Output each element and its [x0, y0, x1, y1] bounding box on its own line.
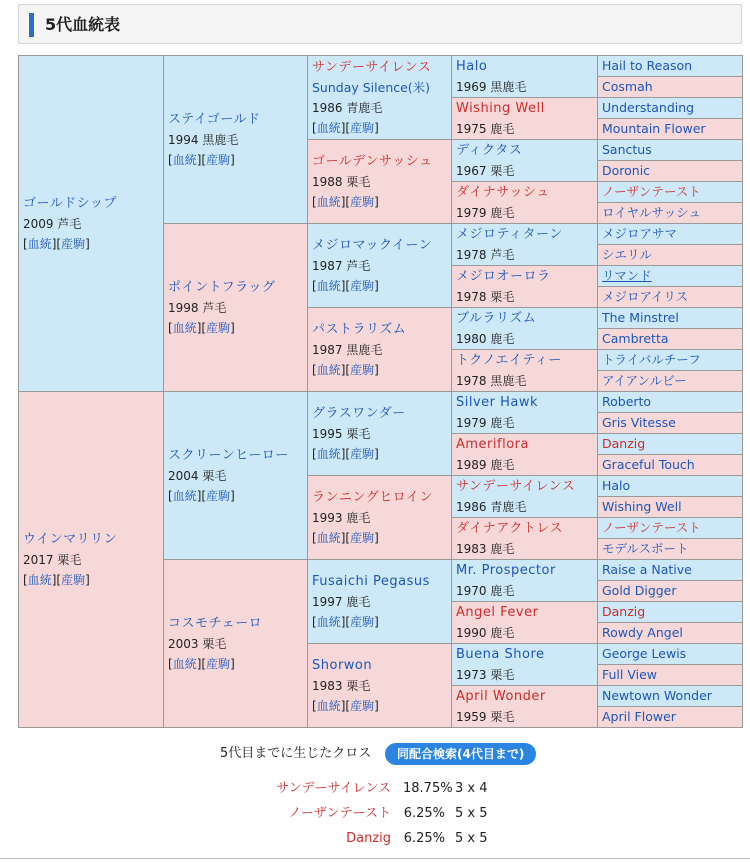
horse-name-english[interactable]: Sunday Silence(米)	[312, 80, 431, 95]
pedigree-link[interactable]: 血統	[316, 195, 341, 209]
horse-name-link[interactable]: ポイントフラッグ	[168, 280, 276, 295]
horse-name-link[interactable]: Wishing Well	[456, 100, 545, 116]
horse-info: 1978 栗毛	[456, 289, 515, 304]
g4-cell	[452, 602, 598, 644]
cross-generation: 5 x 5	[455, 806, 488, 821]
g5-cell	[598, 56, 743, 77]
bracket-close: ]	[374, 615, 379, 629]
g5-cell	[598, 266, 743, 287]
horse-name-link[interactable]: サンデーサイレンス	[456, 478, 576, 494]
horse-info: 1967 栗毛	[456, 163, 515, 178]
horse-links	[312, 444, 447, 464]
horse-name-link[interactable]: Ameriflora	[456, 436, 529, 452]
horse-info: 1970 鹿毛	[456, 583, 515, 598]
offspring-link[interactable]: 産駒	[350, 531, 375, 545]
section-title: 5代血統表	[45, 15, 121, 34]
offspring-link[interactable]: 産駒	[350, 447, 375, 461]
bracket-mid: ][	[340, 121, 351, 135]
bracket-mid: ][	[51, 237, 62, 251]
bracket-open: [	[312, 699, 317, 713]
horse-name-link[interactable]: Buena Shore	[456, 646, 545, 662]
horse-name-link[interactable]: ブルラリズム	[456, 310, 537, 326]
horse-name-link[interactable]: Newtown Wonder	[602, 688, 712, 703]
horse-info: 1979 鹿毛	[456, 415, 515, 430]
g5-cell	[598, 182, 743, 203]
bracket-close: ]	[230, 153, 235, 167]
g4-cell	[452, 224, 598, 266]
g5-cell	[598, 140, 743, 161]
g4-cell	[452, 434, 598, 476]
cross-horse-link[interactable]: Danzig	[346, 831, 391, 846]
g5-cell	[598, 392, 743, 413]
horse-name-link[interactable]: ロイヤルサッシュ	[602, 205, 702, 220]
bracket-open: [	[312, 447, 317, 461]
horse-info: 2003 栗毛	[168, 637, 227, 651]
horse-name-link[interactable]: Fusaichi Pegasus	[312, 574, 430, 589]
horse-name-link[interactable]: April Wonder	[456, 688, 546, 704]
g5-cell	[598, 644, 743, 665]
horse-name-link[interactable]: Angel Fever	[456, 604, 539, 620]
pedigree-link[interactable]: 血統	[172, 321, 197, 335]
horse-name-link[interactable]: ウインマリリン	[23, 532, 118, 547]
horse-name-link[interactable]: メジロオーロラ	[456, 268, 551, 284]
same-mating-search-button[interactable]: 同配合検索(4代目まで)	[385, 743, 536, 765]
g4-cell	[452, 350, 598, 392]
bracket-open: [	[168, 321, 173, 335]
horse-name-link[interactable]: Danzig	[602, 604, 646, 619]
horse-name-link[interactable]: The Minstrel	[602, 310, 679, 325]
horse-name-link[interactable]: Sanctus	[602, 142, 652, 157]
horse-links	[312, 118, 447, 138]
cross-generation: 3 x 4	[455, 781, 488, 796]
horse-name-link[interactable]: George Lewis	[602, 646, 687, 661]
horse-name-link[interactable]: Halo	[602, 478, 631, 493]
pedigree-link[interactable]: 血統	[172, 657, 197, 671]
bracket-open: [	[168, 657, 173, 671]
pedigree-table	[18, 55, 743, 728]
horse-info: 1987 芦毛	[312, 259, 371, 273]
horse-name-link[interactable]: ステイゴールド	[168, 112, 261, 127]
g5-cell	[598, 350, 743, 371]
bracket-open: [	[312, 531, 317, 545]
horse-links	[23, 234, 159, 254]
horse-name-link[interactable]: コスモチェーロ	[168, 616, 263, 631]
g4-cell	[452, 560, 598, 602]
bracket-close: ]	[230, 657, 235, 671]
cross-percent: 6.25%	[403, 806, 445, 821]
horse-info: 1959 栗毛	[456, 709, 515, 724]
dam-cell	[19, 392, 164, 728]
bracket-open: [	[168, 489, 173, 503]
horse-links	[312, 612, 447, 632]
g5-cell	[598, 308, 743, 329]
bracket-open: [	[168, 153, 173, 167]
bracket-open: [	[23, 237, 28, 251]
g4-cell	[452, 308, 598, 350]
pedigree-link[interactable]: 血統	[316, 363, 341, 377]
pedigree-link[interactable]: 血統	[316, 699, 341, 713]
offspring-link[interactable]: 産駒	[350, 121, 375, 135]
horse-links	[168, 486, 303, 506]
g3-cell	[308, 392, 452, 476]
bracket-close: ]	[230, 321, 235, 335]
horse-name-link[interactable]: Halo	[456, 58, 488, 74]
horse-name-link[interactable]: Hail to Reason	[602, 58, 693, 73]
offspring-link[interactable]: 産駒	[61, 573, 86, 587]
horse-name-link[interactable]: グラスワンダー	[312, 406, 406, 421]
bracket-close: ]	[374, 447, 379, 461]
bracket-mid: ][	[196, 489, 207, 503]
pedigree-link[interactable]: 血統	[172, 153, 197, 167]
horse-name-link[interactable]: Full View	[602, 667, 658, 682]
cross-row	[0, 779, 750, 799]
offspring-link[interactable]: 産駒	[206, 153, 231, 167]
horse-name-link[interactable]: Cosmah	[602, 79, 653, 94]
horse-links	[168, 654, 303, 674]
g2-cell	[164, 560, 308, 728]
pedigree-link[interactable]: 血統	[316, 121, 341, 135]
horse-info: 1993 鹿毛	[312, 511, 371, 525]
horse-name-link[interactable]: Shorwon	[312, 658, 373, 673]
g5-cell	[598, 455, 743, 476]
cross-row	[0, 804, 750, 824]
pedigree-link[interactable]: 血統	[316, 615, 341, 629]
pedigree-link[interactable]: 血統	[27, 573, 52, 587]
cross-horse-link[interactable]: サンデーサイレンス	[276, 781, 391, 796]
horse-name-link[interactable]: メジロアサマ	[602, 226, 678, 241]
g5-cell	[598, 329, 743, 350]
bracket-close: ]	[374, 363, 379, 377]
g5-cell	[598, 686, 743, 707]
horse-name-link[interactable]: ゴールデンサッシュ	[312, 154, 433, 169]
bracket-open: [	[23, 573, 28, 587]
horse-links	[168, 318, 303, 338]
g5-cell	[598, 77, 743, 98]
offspring-link[interactable]: 産駒	[350, 279, 375, 293]
horse-name-link[interactable]: メジロアイリス	[602, 289, 689, 304]
bracket-close: ]	[85, 237, 90, 251]
bracket-mid: ][	[340, 363, 351, 377]
bracket-mid: ][	[51, 573, 62, 587]
horse-name-link[interactable]: Gold Digger	[602, 583, 677, 598]
horse-name-link[interactable]: Rowdy Angel	[602, 625, 683, 640]
bracket-mid: ][	[340, 195, 351, 209]
bracket-close: ]	[374, 121, 379, 135]
g3-cell	[308, 476, 452, 560]
bracket-open: [	[312, 279, 317, 293]
g5-cell	[598, 98, 743, 119]
g3-cell	[308, 308, 452, 392]
g5-cell	[598, 203, 743, 224]
horse-links	[312, 192, 447, 212]
offspring-link[interactable]: 産駒	[350, 195, 375, 209]
horse-name-link[interactable]: Roberto	[602, 394, 652, 409]
horse-links	[312, 276, 447, 296]
offspring-link[interactable]: 産駒	[350, 615, 375, 629]
g5-cell	[598, 161, 743, 182]
pedigree-row	[19, 392, 743, 413]
bracket-close: ]	[230, 489, 235, 503]
horse-name-link[interactable]: リマンド	[602, 268, 652, 283]
pedigree-row	[19, 56, 743, 77]
horse-name-link[interactable]: April Flower	[602, 709, 676, 724]
horse-info: 1988 栗毛	[312, 175, 371, 189]
pedigree-link[interactable]: 血統	[316, 531, 341, 545]
horse-info: 1989 鹿毛	[456, 457, 515, 472]
horse-name-link[interactable]: Understanding	[602, 100, 695, 115]
g5-cell	[598, 224, 743, 245]
g4-cell	[452, 644, 598, 686]
offspring-link[interactable]: 産駒	[350, 363, 375, 377]
horse-name-link[interactable]: メジロティターン	[456, 226, 563, 242]
horse-name-link[interactable]: サンデーサイレンス	[312, 60, 432, 75]
g5-cell	[598, 602, 743, 623]
bracket-open: [	[312, 195, 317, 209]
g4-cell	[452, 518, 598, 560]
pedigree-link[interactable]: 血統	[172, 489, 197, 503]
g3-cell	[308, 560, 452, 644]
g5-cell	[598, 518, 743, 539]
bracket-close: ]	[85, 573, 90, 587]
horse-name-link[interactable]: ダイナサッシュ	[456, 184, 550, 200]
cross-generation: 5 x 5	[455, 831, 488, 846]
horse-name-link[interactable]: モデルスポート	[602, 541, 689, 556]
horse-name-link[interactable]: Cambretta	[602, 331, 669, 346]
bracket-mid: ][	[340, 615, 351, 629]
horse-links	[168, 150, 303, 170]
g3-cell	[308, 224, 452, 308]
horse-name-link[interactable]: Mr. Prospector	[456, 562, 556, 578]
g4-cell	[452, 56, 598, 98]
horse-name-link[interactable]: トクノエイティー	[456, 352, 562, 368]
horse-name-link[interactable]: トライバルチーフ	[602, 352, 701, 367]
header-accent-bar	[29, 13, 34, 37]
g5-cell	[598, 119, 743, 140]
g5-cell	[598, 623, 743, 644]
bracket-open: [	[312, 121, 317, 135]
horse-name-link[interactable]: ノーザンテースト	[602, 520, 701, 535]
cross-percent: 6.25%	[403, 831, 445, 846]
g5-cell	[598, 539, 743, 560]
horse-name-link[interactable]: パストラリズム	[312, 322, 407, 337]
horse-name-link[interactable]: ノーザンテースト	[602, 184, 701, 199]
cross-row	[0, 829, 750, 849]
horse-name-link[interactable]: アイアンルビー	[602, 373, 687, 388]
section-header	[18, 4, 742, 44]
horse-links	[312, 696, 447, 716]
horse-info: 1983 栗毛	[312, 679, 371, 693]
horse-info: 1986 青鹿毛	[456, 499, 527, 514]
offspring-link[interactable]: 産駒	[206, 657, 231, 671]
horse-links	[23, 570, 159, 590]
g5-cell	[598, 413, 743, 434]
offspring-link[interactable]: 産駒	[350, 699, 375, 713]
g5-cell	[598, 665, 743, 686]
horse-links	[312, 528, 447, 548]
bracket-mid: ][	[340, 447, 351, 461]
horse-name-link[interactable]: Gris Vitesse	[602, 415, 676, 430]
horse-name-link[interactable]: メジロマックイーン	[312, 238, 433, 253]
sire-cell	[19, 56, 164, 392]
g4-cell	[452, 476, 598, 518]
bracket-mid: ][	[340, 279, 351, 293]
cross-percent: 18.75%	[403, 781, 453, 796]
g4-cell	[452, 98, 598, 140]
g5-cell	[598, 560, 743, 581]
pedigree-link[interactable]: 血統	[316, 447, 341, 461]
horse-name-link[interactable]: Mountain Flower	[602, 121, 706, 136]
cross-horse-link[interactable]: ノーザンテースト	[288, 806, 391, 821]
horse-info: 1980 鹿毛	[456, 331, 515, 346]
g5-cell	[598, 497, 743, 518]
horse-info: 1975 鹿毛	[456, 121, 515, 136]
g4-cell	[452, 392, 598, 434]
offspring-link[interactable]: 産駒	[61, 237, 86, 251]
g5-cell	[598, 287, 743, 308]
offspring-link[interactable]: 産駒	[206, 489, 231, 503]
horse-info: 1990 鹿毛	[456, 625, 515, 640]
crosses-title: 5代目までに生じたクロス	[220, 746, 372, 761]
horse-name-link[interactable]: ディクタス	[456, 142, 523, 158]
horse-info: 1978 黒鹿毛	[456, 373, 527, 388]
horse-info: 2009 芦毛	[23, 217, 82, 231]
bracket-mid: ][	[196, 153, 207, 167]
g4-cell	[452, 266, 598, 308]
horse-info: 1986 青鹿毛	[312, 101, 383, 115]
horse-info: 1987 黒鹿毛	[312, 343, 383, 357]
horse-name-link[interactable]: Wishing Well	[602, 499, 682, 514]
g5-cell	[598, 245, 743, 266]
bracket-mid: ][	[196, 657, 207, 671]
g2-cell	[164, 392, 308, 560]
horse-info: 1969 黒鹿毛	[456, 79, 527, 94]
horse-name-link[interactable]: ダイナアクトレス	[456, 520, 563, 536]
bracket-close: ]	[374, 195, 379, 209]
horse-info: 1994 黒鹿毛	[168, 133, 239, 147]
horse-links	[312, 360, 447, 380]
g2-cell	[164, 56, 308, 224]
horse-info: 1973 栗毛	[456, 667, 515, 682]
bracket-close: ]	[374, 279, 379, 293]
horse-info: 1998 芦毛	[168, 301, 227, 315]
bracket-close: ]	[374, 699, 379, 713]
horse-info: 2004 栗毛	[168, 469, 227, 483]
g5-cell	[598, 476, 743, 497]
bracket-mid: ][	[196, 321, 207, 335]
g2-cell	[164, 224, 308, 392]
horse-name-link[interactable]: スクリーンヒーロー	[168, 448, 289, 463]
horse-name-link[interactable]: Graceful Touch	[602, 457, 695, 472]
g4-cell	[452, 182, 598, 224]
horse-info: 1995 栗毛	[312, 427, 371, 441]
pedigree-link[interactable]: 血統	[27, 237, 52, 251]
g4-cell	[452, 686, 598, 728]
g5-cell	[598, 434, 743, 455]
horse-info: 1983 鹿毛	[456, 541, 515, 556]
g3-cell	[308, 140, 452, 224]
horse-info: 1979 鹿毛	[456, 205, 515, 220]
g4-cell	[452, 140, 598, 182]
g5-cell	[598, 371, 743, 392]
horse-info: 1997 鹿毛	[312, 595, 371, 609]
horse-name-link[interactable]: Raise a Native	[602, 562, 692, 577]
bottom-divider	[0, 858, 750, 859]
pedigree-link[interactable]: 血統	[316, 279, 341, 293]
g3-cell	[308, 644, 452, 728]
g5-cell	[598, 707, 743, 728]
bracket-mid: ][	[340, 699, 351, 713]
g3-cell	[308, 56, 452, 140]
horse-name-link[interactable]: シエリル	[602, 247, 653, 262]
horse-name-link[interactable]: Silver Hawk	[456, 394, 539, 410]
horse-name-link[interactable]: Danzig	[602, 436, 646, 451]
bracket-close: ]	[374, 531, 379, 545]
horse-info: 1978 芦毛	[456, 247, 515, 262]
horse-name-link[interactable]: Doronic	[602, 163, 651, 178]
bracket-mid: ][	[340, 531, 351, 545]
bracket-open: [	[312, 363, 317, 377]
offspring-link[interactable]: 産駒	[206, 321, 231, 335]
bracket-open: [	[312, 615, 317, 629]
horse-name-link[interactable]: ランニングヒロイン	[312, 490, 433, 505]
g5-cell	[598, 581, 743, 602]
horse-info: 2017 栗毛	[23, 553, 82, 567]
horse-name-link[interactable]: ゴールドシップ	[23, 196, 117, 211]
